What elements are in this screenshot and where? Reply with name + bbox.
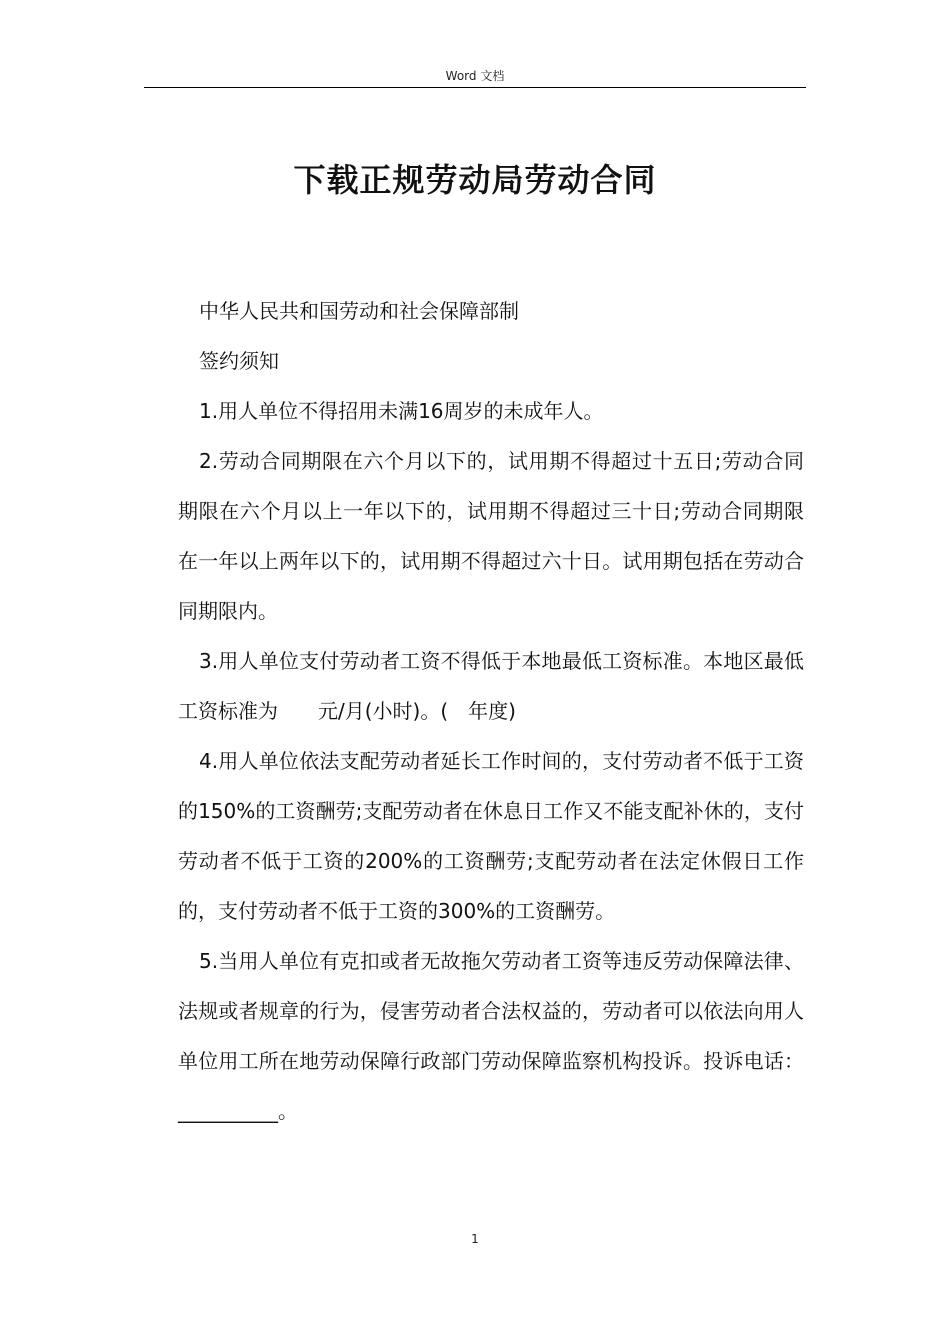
page-number: 1 [471, 1232, 479, 1246]
section-heading: 签约须知 [199, 349, 279, 373]
document-body [178, 286, 804, 1136]
page-header-label: Word 文档 [445, 69, 505, 83]
notice-item-3: 3.用人单位支付劳动者工资不得低于本地最低工资标准。本地区最低工资标准为 元/月(小时)。( 年度) [178, 649, 804, 723]
notice-item-4: 4.用人单位依法支配劳动者延长工作时间的，支付劳动者不低于工资的150%的工资酬劳;支配劳动者在休息日工作又不能支配补休的，支付劳动者不低于工资的200%的工资酬劳;支配劳动者在法定休假日工作的，支付劳动者不低于工资的300%的工资酬劳。 [178, 749, 804, 923]
notice-item-1: 1.用人单位不得招用未满16周岁的未成年人。 [199, 399, 604, 423]
issuer-line: 中华人民共和国劳动和社会保障部制 [199, 299, 519, 323]
notice-item-2: 2.劳动合同期限在六个月以下的，试用期不得超过十五日;劳动合同期限在六个月以上一年以下的，试用期不得超过三十日;劳动合同期限在一年以上两年以下的，试用期不得超过六十日。试用期包括在劳动合同期限内。 [178, 449, 804, 623]
header-divider [144, 87, 806, 88]
notice-item-5: 5.当用人单位有克扣或者无故拖欠劳动者工资等违反劳动保障法律、法规或者规章的行为，侵害劳动者合法权益的，劳动者可以依法向用人单位用工所在地劳动保障行政部门劳动保障监察机构投诉。投诉电话：__________。 [178, 949, 804, 1123]
document-title: 下载正规劳动局劳动合同 [293, 161, 657, 199]
